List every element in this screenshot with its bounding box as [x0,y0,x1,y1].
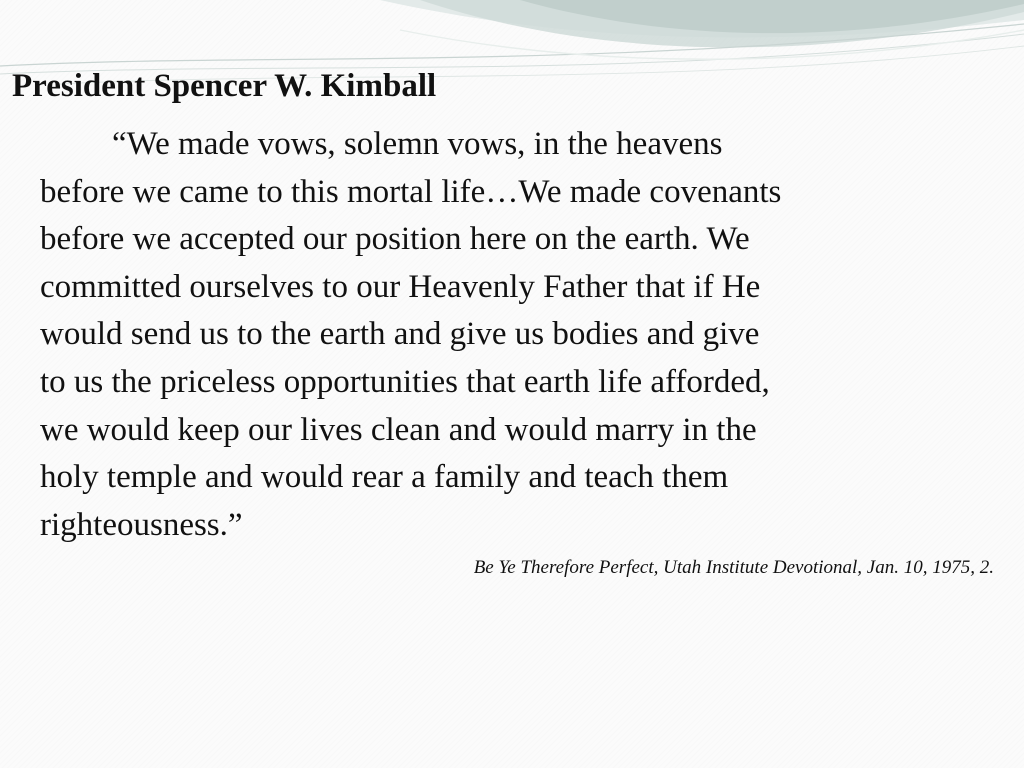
quote-line: holy temple and would rear a family and teach them [40,459,729,496]
quote-line: “We made vows, solemn vows, in the heavens [112,126,723,162]
quote-text [40,121,1000,549]
slide-title: President Spencer W. Kimball [12,68,437,104]
citation: Be Ye Therefore Perfect, Utah Institute Devotional, Jan. 10, 1975, 2. [473,557,994,578]
quote-line: before we accepted our position here on the earth. We [40,221,750,258]
quote-line: righteousness.” [40,506,243,543]
quote-line: committed ourselves to our Heavenly Father that if He [40,268,761,305]
quote-line: before we came to this mortal life…We made covenants [40,173,782,210]
quote-line: to us the priceless opportunities that earth life afforded, [40,363,770,400]
quote-line: we would keep our lives clean and would marry in the [40,411,757,448]
quote-line: would send us to the earth and give us bodies and give [40,316,760,353]
